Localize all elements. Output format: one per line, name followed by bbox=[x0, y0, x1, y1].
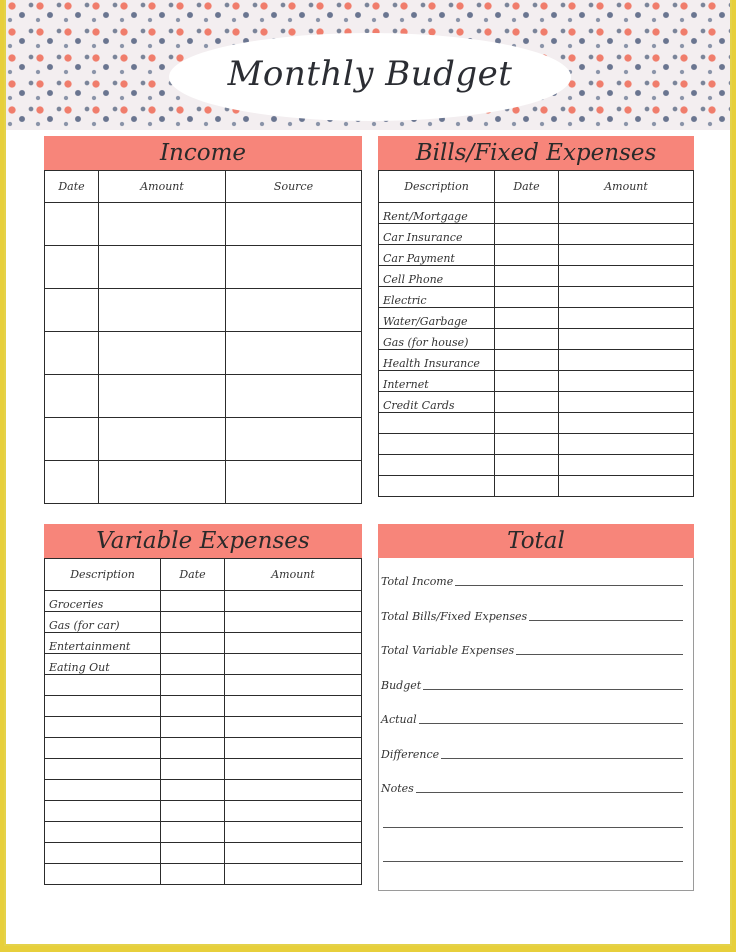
bills-amount-cell[interactable] bbox=[559, 287, 694, 308]
bills-date-cell[interactable] bbox=[495, 392, 559, 413]
income-date-cell[interactable] bbox=[45, 246, 99, 289]
page-title: Monthly Budget bbox=[227, 54, 513, 94]
variable-row bbox=[45, 822, 362, 843]
total-line[interactable] bbox=[381, 574, 683, 588]
total-line[interactable] bbox=[381, 609, 683, 623]
variable-description-cell[interactable] bbox=[45, 738, 161, 759]
variable-date-cell[interactable] bbox=[161, 675, 225, 696]
bills-col-amount: Amount bbox=[559, 171, 694, 203]
bills-date-cell[interactable] bbox=[495, 224, 559, 245]
variable-row bbox=[45, 801, 362, 822]
variable-header: Variable Expenses bbox=[44, 524, 362, 558]
bills-date-cell[interactable] bbox=[495, 266, 559, 287]
bills-row bbox=[379, 392, 694, 413]
bills-description-cell[interactable]: Water/Garbage bbox=[379, 308, 495, 329]
variable-date-cell[interactable] bbox=[161, 696, 225, 717]
bills-description-cell[interactable]: Cell Phone bbox=[379, 266, 495, 287]
income-amount-cell[interactable] bbox=[99, 246, 226, 289]
bills-date-cell[interactable] bbox=[495, 434, 559, 455]
variable-date-cell[interactable] bbox=[161, 843, 225, 864]
variable-row bbox=[45, 675, 362, 696]
variable-amount-cell[interactable] bbox=[225, 864, 362, 885]
income-section bbox=[44, 136, 362, 504]
bills-header-row bbox=[379, 171, 694, 203]
variable-description-cell[interactable]: Entertainment bbox=[45, 633, 161, 654]
variable-amount-cell[interactable] bbox=[225, 717, 362, 738]
bills-description-cell[interactable] bbox=[379, 413, 495, 434]
bills-amount-cell[interactable] bbox=[559, 434, 694, 455]
variable-amount-cell[interactable] bbox=[225, 759, 362, 780]
income-header: Income bbox=[44, 136, 362, 170]
bills-amount-cell[interactable] bbox=[559, 476, 694, 497]
variable-date-cell[interactable] bbox=[161, 780, 225, 801]
total-line[interactable] bbox=[381, 850, 683, 864]
variable-col-date: Date bbox=[161, 559, 225, 591]
income-amount-cell[interactable] bbox=[99, 418, 226, 461]
variable-date-cell[interactable] bbox=[161, 738, 225, 759]
bills-date-cell[interactable] bbox=[495, 287, 559, 308]
budget-page bbox=[4, 0, 732, 946]
variable-row bbox=[45, 843, 362, 864]
income-date-cell[interactable] bbox=[45, 375, 99, 418]
bills-row bbox=[379, 245, 694, 266]
income-table bbox=[44, 170, 362, 504]
variable-row bbox=[45, 633, 362, 654]
variable-amount-cell[interactable] bbox=[225, 843, 362, 864]
variable-row bbox=[45, 696, 362, 717]
total-line-label: Total Bills/Fixed Expenses bbox=[381, 609, 528, 623]
total-line-rule bbox=[455, 584, 683, 586]
total-line-label: Actual bbox=[381, 713, 417, 726]
bills-amount-cell[interactable] bbox=[559, 413, 694, 434]
bills-description-cell[interactable] bbox=[379, 434, 495, 455]
income-amount-cell[interactable] bbox=[99, 332, 226, 375]
variable-amount-cell[interactable] bbox=[225, 696, 362, 717]
total-line-rule bbox=[383, 826, 683, 828]
bills-description-cell[interactable]: Rent/Mortgage bbox=[379, 203, 495, 224]
variable-description-cell[interactable] bbox=[45, 801, 161, 822]
income-row bbox=[45, 375, 362, 418]
income-row bbox=[45, 289, 362, 332]
bills-date-cell[interactable] bbox=[495, 476, 559, 497]
bills-amount-cell[interactable] bbox=[559, 392, 694, 413]
variable-amount-cell[interactable] bbox=[225, 591, 362, 612]
bills-col-date: Date bbox=[495, 171, 559, 203]
total-line[interactable] bbox=[381, 747, 683, 761]
income-date-cell[interactable] bbox=[45, 461, 99, 504]
variable-date-cell[interactable] bbox=[161, 864, 225, 885]
bills-amount-cell[interactable] bbox=[559, 266, 694, 287]
bills-row bbox=[379, 266, 694, 287]
total-line-label: Difference bbox=[381, 747, 440, 761]
income-row bbox=[45, 246, 362, 289]
total-box bbox=[378, 558, 694, 891]
bills-row bbox=[379, 434, 694, 455]
income-source-cell[interactable] bbox=[226, 332, 362, 375]
variable-description-cell[interactable]: Eating Out bbox=[45, 654, 161, 675]
variable-col-amount: Amount bbox=[225, 559, 362, 591]
variable-amount-cell[interactable] bbox=[225, 801, 362, 822]
variable-amount-cell[interactable] bbox=[225, 633, 362, 654]
income-header-row bbox=[45, 171, 362, 203]
income-col-amount: Amount bbox=[99, 171, 226, 203]
bills-row bbox=[379, 329, 694, 350]
variable-description-cell[interactable] bbox=[45, 822, 161, 843]
income-amount-cell[interactable] bbox=[99, 375, 226, 418]
income-source-cell[interactable] bbox=[226, 203, 362, 246]
variable-amount-cell[interactable] bbox=[225, 675, 362, 696]
bills-description-cell[interactable]: Car Payment bbox=[379, 245, 495, 266]
bills-row bbox=[379, 371, 694, 392]
total-line[interactable] bbox=[381, 816, 683, 830]
total-line[interactable] bbox=[381, 712, 683, 726]
bills-row bbox=[379, 455, 694, 476]
variable-row bbox=[45, 654, 362, 675]
income-source-cell[interactable] bbox=[226, 461, 362, 504]
bills-description-cell[interactable]: Internet bbox=[379, 371, 495, 392]
income-col-date: Date bbox=[45, 171, 99, 203]
bills-date-cell[interactable] bbox=[495, 308, 559, 329]
income-row bbox=[45, 461, 362, 504]
variable-row bbox=[45, 780, 362, 801]
total-header: Total bbox=[378, 524, 694, 558]
bills-amount-cell[interactable] bbox=[559, 350, 694, 371]
bills-amount-cell[interactable] bbox=[559, 371, 694, 392]
variable-description-cell[interactable]: Gas (for car) bbox=[45, 612, 161, 633]
bills-date-cell[interactable] bbox=[495, 413, 559, 434]
variable-date-cell[interactable] bbox=[161, 654, 225, 675]
variable-date-cell[interactable] bbox=[161, 759, 225, 780]
income-row bbox=[45, 418, 362, 461]
bills-amount-cell[interactable] bbox=[559, 224, 694, 245]
variable-section bbox=[44, 524, 362, 885]
bills-description-cell[interactable]: Gas (for house) bbox=[379, 329, 495, 350]
total-line-rule bbox=[516, 653, 683, 655]
income-row bbox=[45, 332, 362, 375]
income-source-cell[interactable] bbox=[226, 289, 362, 332]
income-source-cell[interactable] bbox=[226, 246, 362, 289]
variable-row bbox=[45, 759, 362, 780]
bills-row bbox=[379, 350, 694, 371]
bills-table bbox=[378, 170, 694, 497]
bills-description-cell[interactable]: Car Insurance bbox=[379, 224, 495, 245]
bills-row bbox=[379, 287, 694, 308]
income-source-cell[interactable] bbox=[226, 418, 362, 461]
income-date-cell[interactable] bbox=[45, 418, 99, 461]
bills-row bbox=[379, 224, 694, 245]
total-line-label: Notes bbox=[381, 782, 414, 795]
bills-amount-cell[interactable] bbox=[559, 329, 694, 350]
variable-row bbox=[45, 717, 362, 738]
variable-description-cell[interactable] bbox=[45, 864, 161, 885]
variable-description-cell[interactable] bbox=[45, 780, 161, 801]
variable-row bbox=[45, 864, 362, 885]
total-line-rule bbox=[383, 860, 683, 862]
bills-description-cell[interactable] bbox=[379, 455, 495, 476]
variable-col-description: Description bbox=[45, 559, 161, 591]
bills-description-cell[interactable] bbox=[379, 476, 495, 497]
total-line[interactable] bbox=[381, 781, 683, 795]
variable-description-cell[interactable] bbox=[45, 759, 161, 780]
bills-description-cell[interactable]: Electric bbox=[379, 287, 495, 308]
total-section bbox=[378, 524, 694, 891]
variable-date-cell[interactable] bbox=[161, 717, 225, 738]
variable-amount-cell[interactable] bbox=[225, 738, 362, 759]
income-amount-cell[interactable] bbox=[99, 203, 226, 246]
income-date-cell[interactable] bbox=[45, 203, 99, 246]
bills-amount-cell[interactable] bbox=[559, 203, 694, 224]
total-line-label: Budget bbox=[381, 678, 422, 692]
bills-row bbox=[379, 413, 694, 434]
variable-date-cell[interactable] bbox=[161, 633, 225, 654]
variable-row bbox=[45, 591, 362, 612]
bills-header: Bills/Fixed Expenses bbox=[378, 136, 694, 170]
total-line-rule bbox=[416, 791, 683, 793]
total-line-rule bbox=[529, 619, 683, 621]
bills-row bbox=[379, 308, 694, 329]
floral-banner bbox=[6, 0, 730, 130]
variable-date-cell[interactable] bbox=[161, 612, 225, 633]
variable-row bbox=[45, 612, 362, 633]
variable-row bbox=[45, 738, 362, 759]
total-line[interactable] bbox=[381, 643, 683, 657]
variable-description-cell[interactable] bbox=[45, 696, 161, 717]
bills-date-cell[interactable] bbox=[495, 455, 559, 476]
bills-date-cell[interactable] bbox=[495, 350, 559, 371]
variable-description-cell[interactable] bbox=[45, 843, 161, 864]
variable-description-cell[interactable] bbox=[45, 675, 161, 696]
bills-row bbox=[379, 203, 694, 224]
variable-amount-cell[interactable] bbox=[225, 654, 362, 675]
bills-row bbox=[379, 476, 694, 497]
income-amount-cell[interactable] bbox=[99, 461, 226, 504]
variable-description-cell[interactable] bbox=[45, 717, 161, 738]
bills-description-cell[interactable]: Health Insurance bbox=[379, 350, 495, 371]
bills-amount-cell[interactable] bbox=[559, 308, 694, 329]
variable-date-cell[interactable] bbox=[161, 801, 225, 822]
bills-amount-cell[interactable] bbox=[559, 245, 694, 266]
bills-date-cell[interactable] bbox=[495, 245, 559, 266]
variable-amount-cell[interactable] bbox=[225, 780, 362, 801]
total-line-rule bbox=[441, 757, 683, 759]
income-amount-cell[interactable] bbox=[99, 289, 226, 332]
bills-date-cell[interactable] bbox=[495, 203, 559, 224]
variable-amount-cell[interactable] bbox=[225, 822, 362, 843]
total-line[interactable] bbox=[381, 678, 683, 692]
income-source-cell[interactable] bbox=[226, 375, 362, 418]
income-date-cell[interactable] bbox=[45, 289, 99, 332]
income-date-cell[interactable] bbox=[45, 332, 99, 375]
variable-description-cell[interactable]: Groceries bbox=[45, 591, 161, 612]
total-line-label: Total Income bbox=[381, 575, 454, 588]
bills-date-cell[interactable] bbox=[495, 329, 559, 350]
variable-table bbox=[44, 558, 362, 885]
total-line-label: Total Variable Expenses bbox=[381, 644, 515, 657]
variable-amount-cell[interactable] bbox=[225, 612, 362, 633]
bills-section bbox=[378, 136, 694, 497]
variable-date-cell[interactable] bbox=[161, 591, 225, 612]
total-line-rule bbox=[419, 722, 683, 724]
total-line-rule bbox=[423, 688, 683, 690]
bills-col-description: Description bbox=[379, 171, 495, 203]
bills-amount-cell[interactable] bbox=[559, 455, 694, 476]
income-col-source: Source bbox=[226, 171, 362, 203]
income-row bbox=[45, 203, 362, 246]
bills-description-cell[interactable]: Credit Cards bbox=[379, 392, 495, 413]
bills-date-cell[interactable] bbox=[495, 371, 559, 392]
variable-date-cell[interactable] bbox=[161, 822, 225, 843]
variable-header-row bbox=[45, 559, 362, 591]
